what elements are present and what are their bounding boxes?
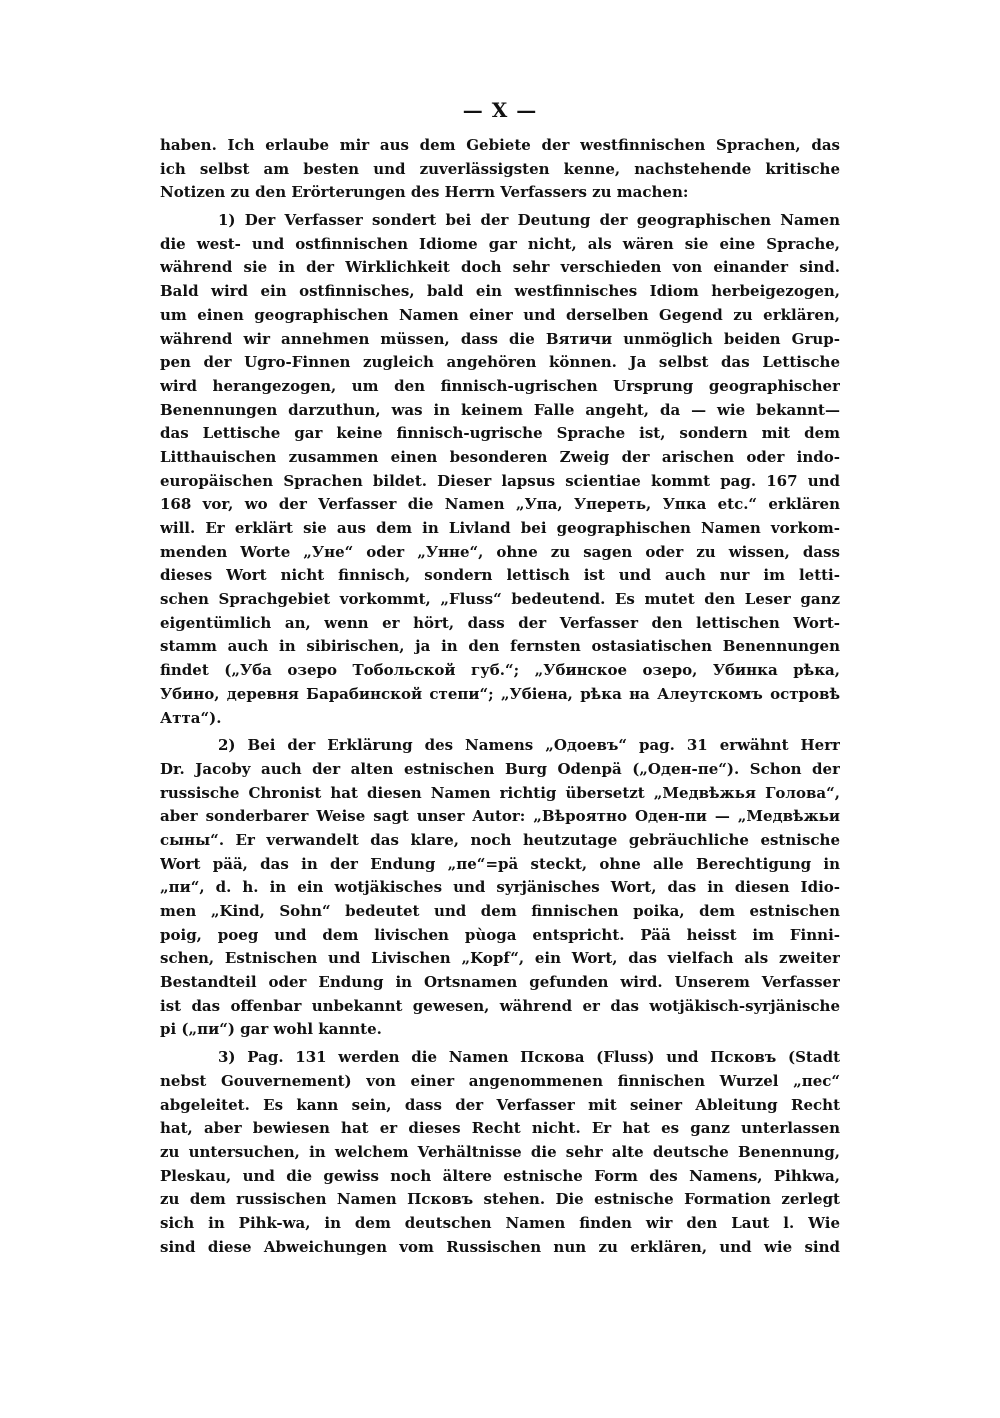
text-line: Benennungen darzuthun, was in keinem Falle angeht, da — wie bekannt— xyxy=(160,400,840,419)
text-line: die west- und ostfinnischen Idiome gar nicht, als wären sie eine Sprache, xyxy=(160,234,840,253)
text-line: poig, poeg und dem livischen pùoga entspricht. Pää heisst im Finni- xyxy=(160,925,840,944)
text-line: russische Chronist hat diesen Namen richtig übersetzt „Медвѣжья Голова“, xyxy=(160,783,840,802)
text-line: dieses Wort nicht finnisch, sondern lettisch ist und auch nur im letti- xyxy=(160,566,840,585)
paragraph-point-2 xyxy=(160,734,840,1042)
body-text xyxy=(160,134,840,1263)
text-line: während sie in der Wirklichkeit doch sehr verschieden von einander sind. xyxy=(160,258,840,277)
text-line: pen der Ugro-Finnen zugleich angehören können. Ja selbst das Lettische xyxy=(160,353,840,372)
text-line: will. Er erklärt sie aus dem in Livland bei geographischen Namen vorkom- xyxy=(160,519,840,537)
text-line: haben. Ich erlaube mir aus dem Gebiete der westfinnischen Sprachen, das xyxy=(160,136,840,154)
text-line: Bestandteil oder Endung in Ortsnamen gefunden wird. Unserem Verfasser xyxy=(160,973,840,992)
text-line: „пи“, d. h. in ein wotjäkisches und syrjänisches Wort, das in diesen Idio- xyxy=(160,878,840,897)
text-line: findet („Уба озеро Тобольской губ.“; „Убинское озеро, Убинка рѣка, xyxy=(160,661,840,680)
text-line: schen, Estnischen und Livischen „Kopf“, ein Wort, das vielfach als zweiter xyxy=(160,949,840,968)
text-line: aber sonderbarer Weise sagt unser Autor: „Вѣроятно Оден-пи — „Медвѣжьи xyxy=(160,807,840,826)
text-line: zu dem russischen Namen Псковъ stehen. Die estnische Formation zerlegt xyxy=(160,1190,840,1209)
text-line: zu untersuchen, in welchem Verhältnisse die sehr alte deutsche Benennung, xyxy=(160,1142,840,1161)
text-line: pi („пи“) gar wohl kannte. xyxy=(160,1020,382,1039)
text-line: 3) Pag. 131 werden die Namen Псковa (Fluss) und Псковъ (Stadt xyxy=(218,1048,840,1067)
text-line: während wir annehmen müssen, dass die Вятичи unmöglich beiden Grup- xyxy=(160,329,840,348)
text-line: schen Sprachgebiet vorkommt, „Fluss“ bedeutend. Es mutet den Leser ganz xyxy=(160,590,840,609)
text-line: nebst Gouvernement) von einer angenommenen finnischen Wurzel „пес“ xyxy=(160,1071,840,1090)
paragraph-point-3 xyxy=(160,1046,840,1259)
text-line: menden Worte „Уне“ oder „Унне“, ohne zu sagen oder zu wissen, dass xyxy=(160,542,840,561)
paragraph-point-1 xyxy=(160,209,840,730)
text-line: Notizen zu den Erörterungen des Herrn Verfassers zu machen: xyxy=(160,183,689,202)
text-line: сыны“. Er verwandelt das klare, noch heutzutage gebräuchliche estnische xyxy=(160,830,840,849)
text-line: das Lettische gar keine finnisch-ugrische Sprache ist, sondern mit dem xyxy=(160,424,840,443)
text-line: hat, aber bewiesen hat er dieses Recht nicht. Er hat es ganz unterlassen xyxy=(160,1119,840,1138)
text-line: 2) Bei der Erklärung des Namens „Одоевъ“ pag. 31 erwähnt Herr xyxy=(218,736,840,755)
text-line: europäischen Sprachen bildet. Dieser lapsus scientiae kommt pag. 167 und xyxy=(160,471,840,490)
page-number: — X — xyxy=(462,98,538,122)
text-line: um einen geographischen Namen einer und derselben Gegend zu erklären, xyxy=(160,305,840,324)
text-line: ich selbst am besten und zuverlässigsten kenne, nachstehende kritische xyxy=(160,159,840,178)
text-line: abgeleitet. Es kann sein, dass der Verfasser mit seiner Ableitung Recht xyxy=(160,1095,840,1114)
text-line: 168 vor, wo der Verfasser die Namen „Упа, Упереть, Упка etc.“ erklären xyxy=(160,495,840,514)
text-line: men „Kind, Sohn“ bedeutet und dem finnischen poika, dem estnischen xyxy=(160,902,840,920)
text-line: Bald wird ein ostfinnisches, bald ein westfinnisches Idiom herbeigezogen, xyxy=(160,282,840,301)
text-line: eigentümlich an, wenn er hört, dass der Verfasser den lettischen Wort- xyxy=(160,613,840,632)
text-line: Dr. Jacoby auch der alten estnischen Burg Odenpä („Оден-пе“). Schon der xyxy=(160,759,840,778)
text-line: Wort pää, das in der Endung „пе“=pä steckt, ohne alle Berechtigung in xyxy=(160,854,840,873)
text-line: sind diese Abweichungen vom Russischen nun zu erklären, und wie sind xyxy=(160,1237,840,1256)
text-line: Litthauischen zusammen einen besonderen Zweig der arischen oder indo- xyxy=(160,447,840,466)
text-line: 1) Der Verfasser sondert bei der Deutung der geographischen Namen xyxy=(218,211,840,230)
text-line: sich in Pihk-wa, in dem deutschen Namen finden wir den Laut l. Wie xyxy=(160,1213,840,1232)
text-line: Убино, деревня Барабинской степи“; „Убiена, рѣка на Алеутскомъ островѣ xyxy=(160,684,840,703)
text-line: ist das offenbar unbekannt gewesen, während er das wotjäkisch-syrjänische xyxy=(160,996,840,1015)
paragraph-intro xyxy=(160,134,840,205)
text-line: Pleskau, und die gewiss noch ältere estnische Form des Namens, Pihkwa, xyxy=(160,1166,840,1185)
text-line: wird herangezogen, um den finnisch-ugrischen Ursprung geographischer xyxy=(160,376,840,395)
text-line: stamm auch in sibirischen, ja in den fernsten ostasiatischen Benennungen xyxy=(160,637,840,656)
text-line: Атта“). xyxy=(160,708,222,727)
